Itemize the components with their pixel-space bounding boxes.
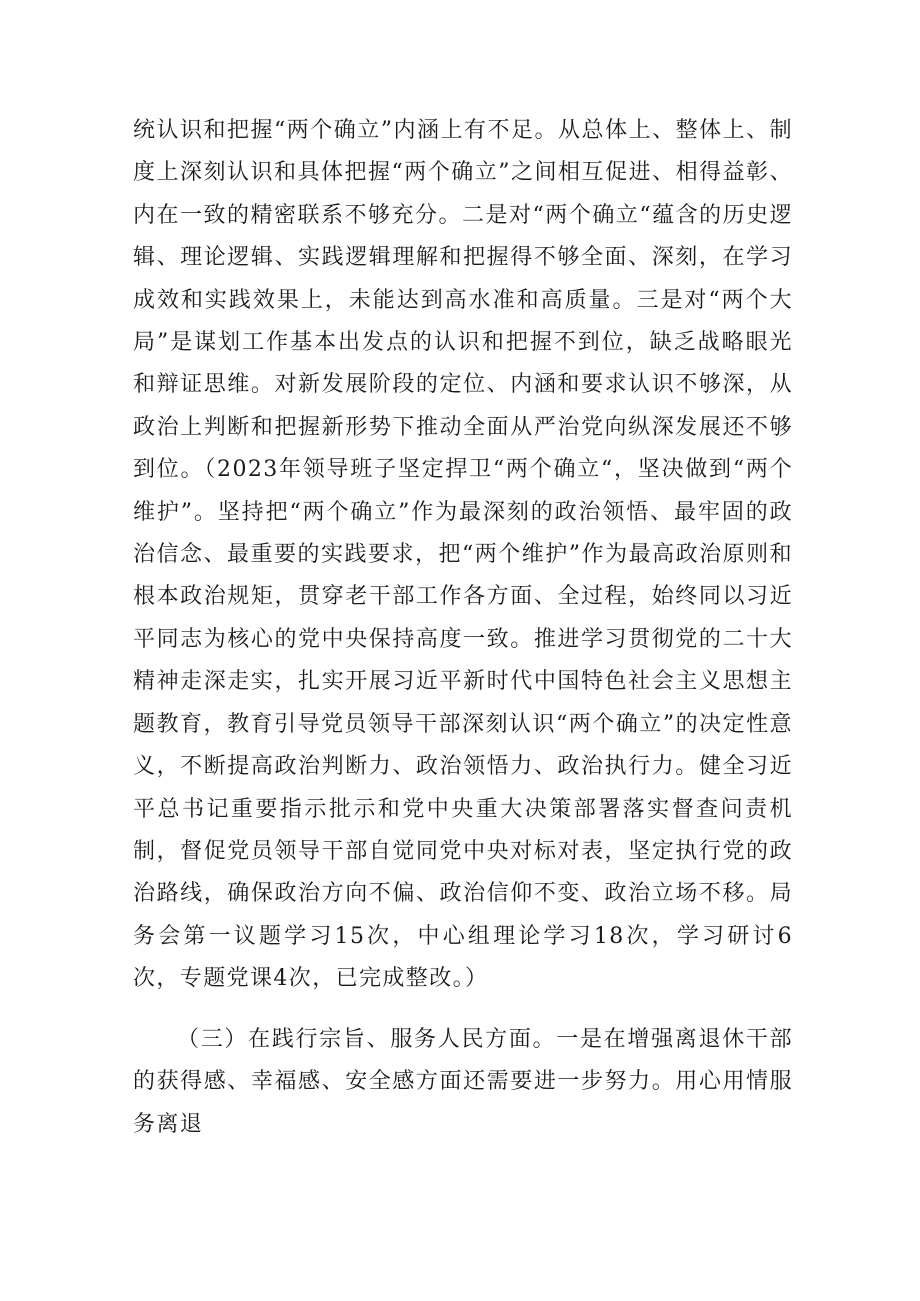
section-paragraph: （三）在践行宗旨、服务人民方面。一是在增强离退休干部的获得感、幸福感、安全感方面还需要进一步努力。用心用情服务离退 (133, 1027, 793, 1137)
body-paragraph: 统认识和把握“两个确立”内涵上有不足。从总体上、整体上、制度上深刻认识和具体把握“两个确立”之间相互促进、相得益彰、内在一致的精密联系不够充分。二是对“两个确立“蕴含的历史逻辑、理论逻辑、实践逻辑理解和把握得不够全面、深刻，在学习成效和实践效果上，未能达到高水准和高质量。三是对“两个大局”是谋划工作基本出发点的认识和把握不到位，缺乏战略眼光和辩证思维。对新发展阶段的定位、内涵和要求认识不够深，从政治上判断和把握新形势下推动全面从严治党向纵深发展还不够到位。（2023年领导班子坚定捍卫“两个确立“，坚决做到“两个维护”。坚持把“两个确立”作为最深刻的政治领悟、最牢固的政治信念、最重要的实践要求，把“两个维护”作为最高政治原则和根本政治规矩，贯穿老干部工作各方面、全过程，始终同以习近平同志为核心的党中央保持高度一致。推进学习贯彻党的二十大精神走深走实，扎实开展习近平新时代中国特色社会主义思想主题教育，教育引导党员领导干部深刻认识“两个确立”的决定性意义，不断提高政治判断力、政治领悟力、政治执行力。健全习近平总书记重要指示批示和党中央重大决策部署落实督查问责机制，督促党员领导干部自觉同党中央对标对表，坚定执行党的政治路线，确保政治方向不偏、政治信仰不变、政治立场不移。局务会第一议题学习15次，中心组理论学习18次，学习研讨6次，专题党课4次，已完成整改。） (133, 118, 793, 992)
